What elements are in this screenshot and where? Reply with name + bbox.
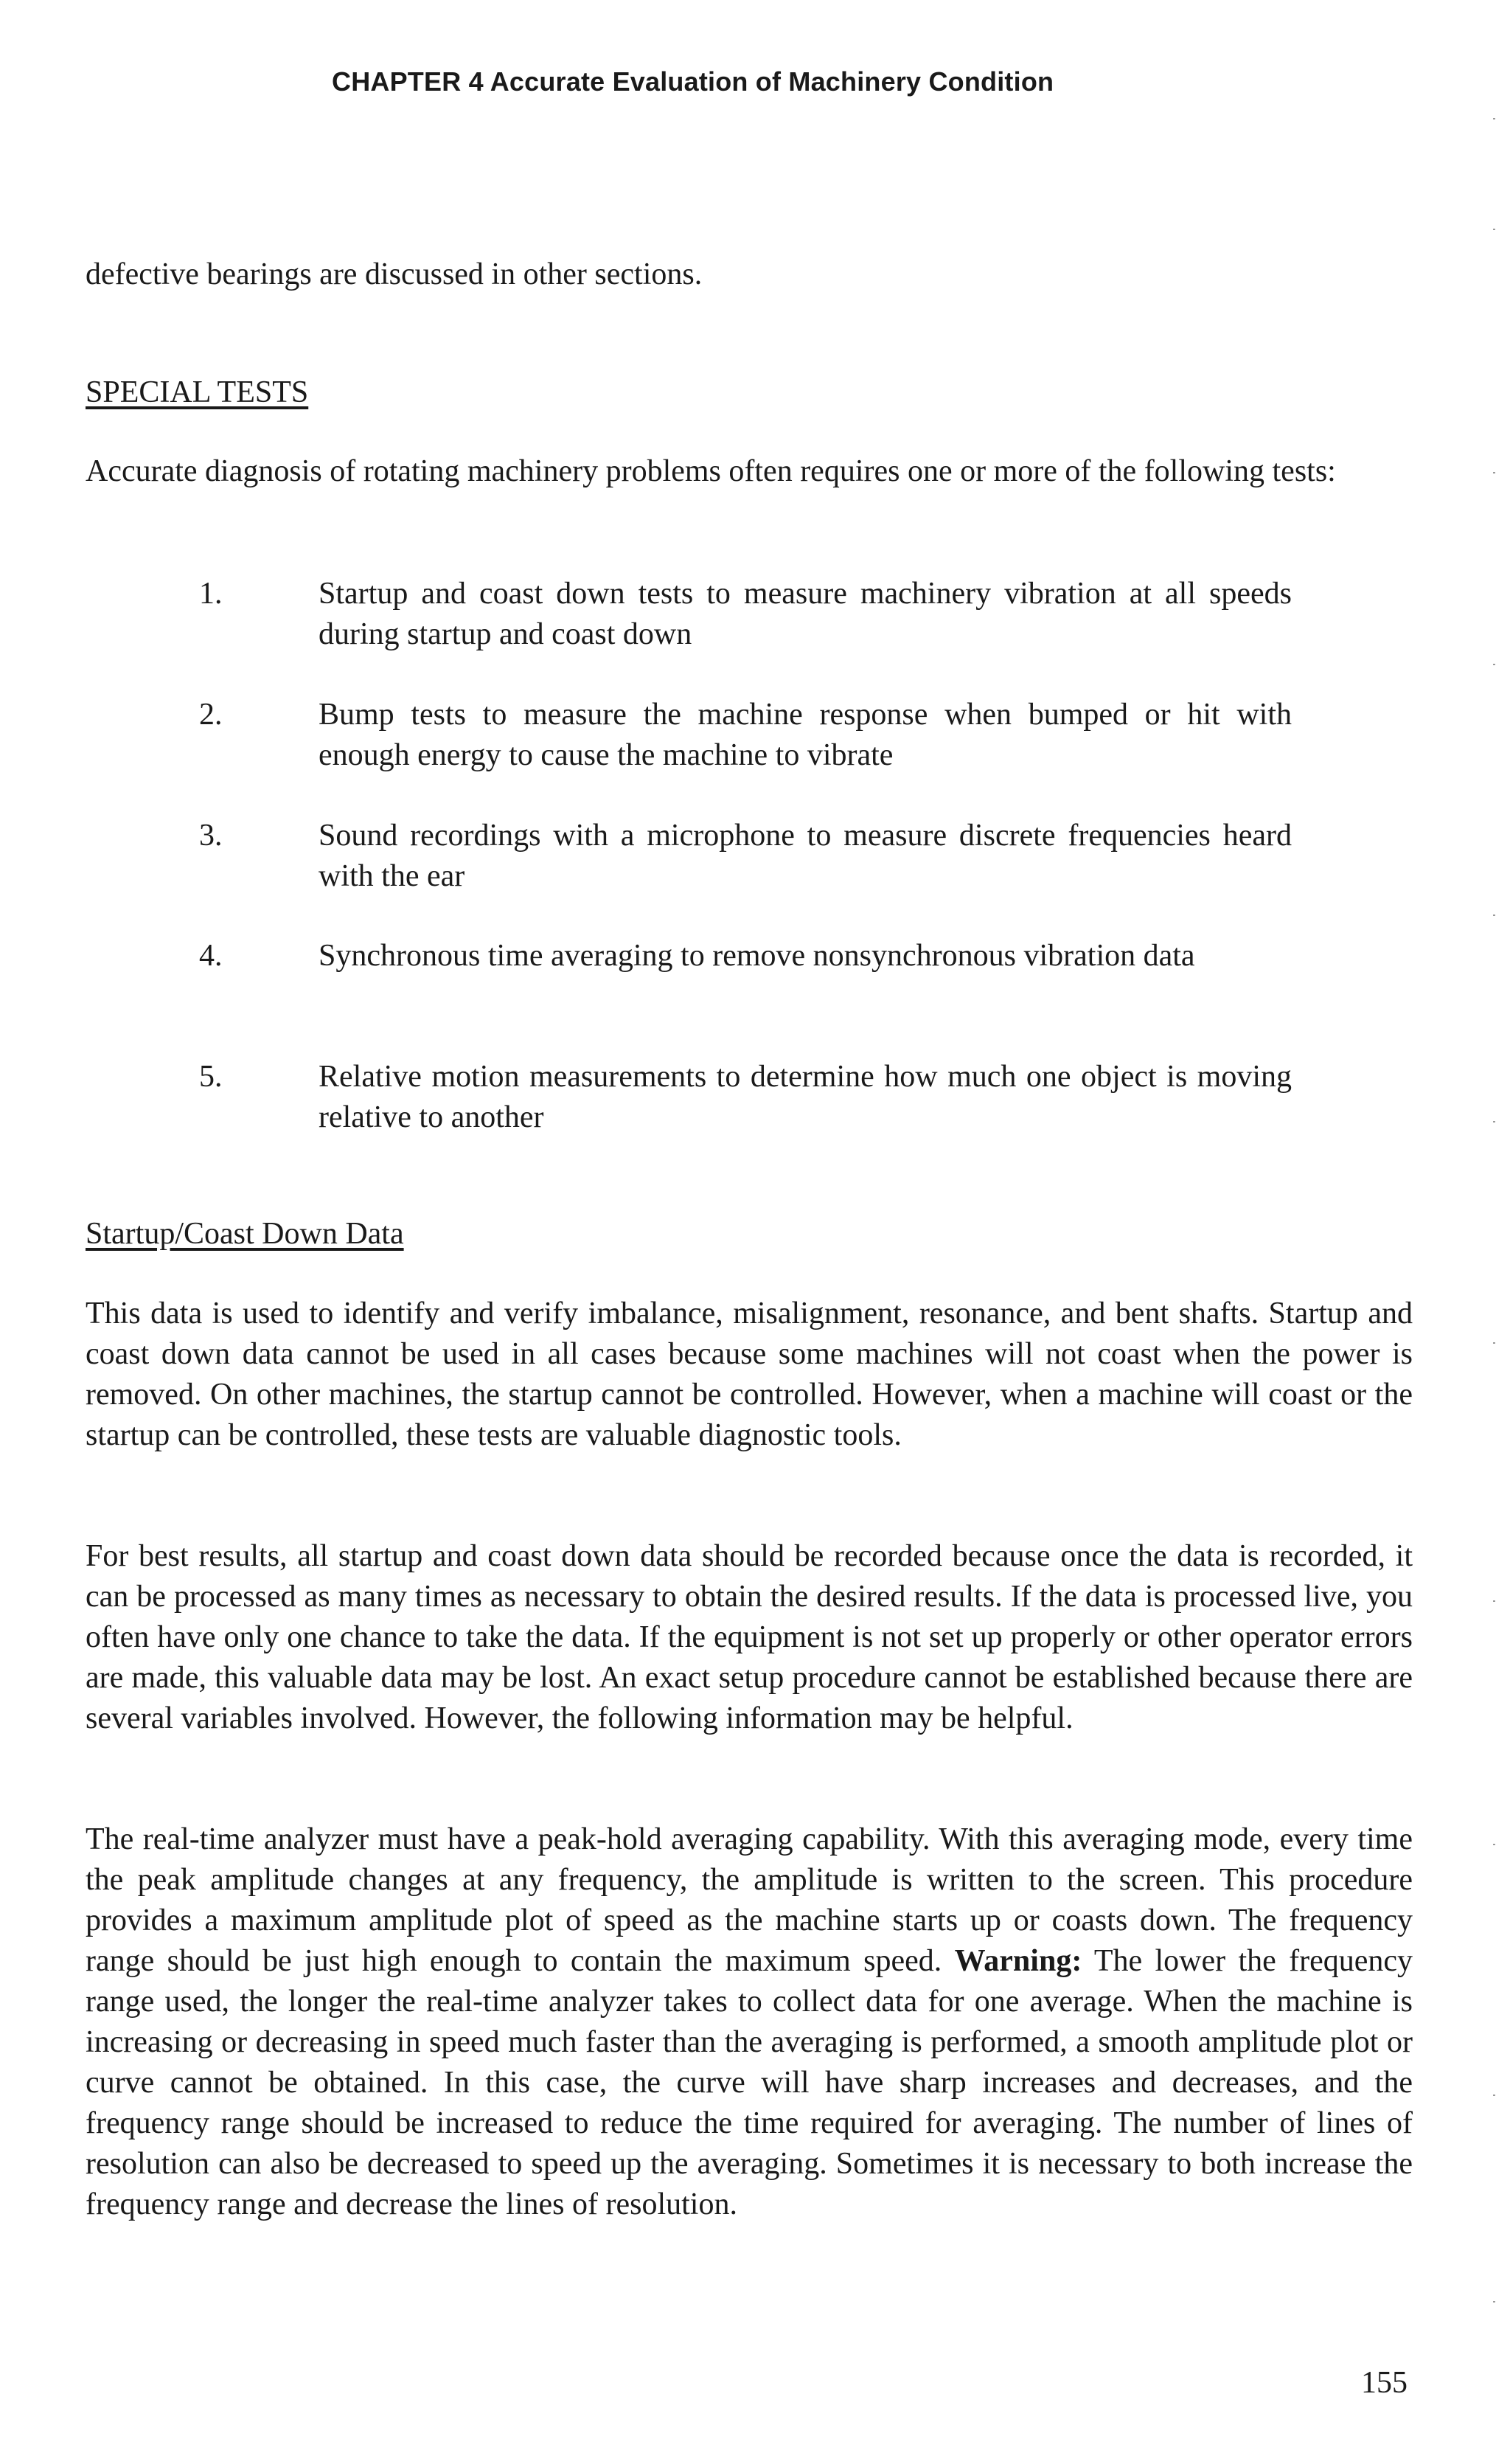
special-tests-intro: Accurate diagnosis of rotating machinery problems often requires one or more of the following tests: bbox=[86, 454, 1336, 488]
margin-tick bbox=[1493, 1121, 1495, 1122]
list-item-number: 5. bbox=[199, 1060, 223, 1094]
margin-tick bbox=[1493, 229, 1495, 230]
list-item bbox=[0, 936, 1510, 1017]
list-item bbox=[0, 695, 1510, 776]
list-item bbox=[0, 816, 1510, 897]
list-item-number: 4. bbox=[199, 939, 223, 973]
margin-tick bbox=[1493, 1844, 1495, 1845]
list-item-number: 3. bbox=[199, 819, 223, 853]
paragraph-3-part-a: The real-time analyzer must have a peak-hold averaging capability. With this averaging mode, every time the peak amplitude changes at any frequency, the amplitude is written to the screen. This procedure provides a maximum amplitude plot of speed as the machine starts up or coasts down. The frequency range should be just high enough to contain the maximum speed. bbox=[86, 1822, 1413, 1978]
margin-tick bbox=[1493, 1600, 1495, 1602]
page-number: 155 bbox=[1361, 2366, 1408, 2400]
warning-label: Warning: bbox=[954, 1944, 1082, 1978]
list-item-number: 1. bbox=[199, 577, 223, 611]
margin-tick bbox=[1493, 118, 1495, 119]
list-item bbox=[0, 574, 1510, 655]
list-item-text: Relative motion measurements to determine how much one object is moving relative to another bbox=[319, 1060, 1292, 1134]
list-item-text: Sound recordings with a microphone to measure discrete frequencies heard with the ear bbox=[319, 819, 1292, 893]
startup-paragraph-3 bbox=[86, 1819, 1413, 2225]
margin-tick bbox=[1493, 664, 1495, 665]
list-item-number: 2. bbox=[199, 698, 223, 732]
startup-coast-down-heading: Startup/Coast Down Data bbox=[86, 1217, 404, 1251]
intro-text: defective bearings are discussed in other sections. bbox=[86, 257, 703, 291]
list-item-text: Startup and coast down tests to measure machinery vibration at all speeds during startup and coast down bbox=[319, 577, 1292, 651]
margin-tick bbox=[1493, 2095, 1495, 2096]
scan-margin-marks bbox=[1489, 89, 1495, 2375]
startup-paragraph-2: For best results, all startup and coast down data should be recorded because once the data is recorded, it can be processed as many times as necessary to obtain the desired results. If the data is processed live, you often have only one chance to take the data. If the equipment is not set up properly or other operator errors are made, this valuable data may be lost. An exact setup procedure cannot be established because there are several variables involved. However, the following information may be helpful. bbox=[86, 1539, 1413, 1735]
margin-tick bbox=[1493, 472, 1495, 473]
margin-tick bbox=[1493, 2301, 1495, 2302]
list-item-text: Bump tests to measure the machine response when bumped or hit with enough energy to cause the machine to vibrate bbox=[319, 698, 1292, 772]
chapter-header: CHAPTER 4 Accurate Evaluation of Machinery Condition bbox=[332, 66, 1054, 97]
list-item bbox=[0, 1057, 1510, 1138]
list-item-text: Synchronous time averaging to remove nonsynchronous vibration data bbox=[319, 939, 1195, 973]
paragraph-3-part-b: The lower the frequency range used, the longer the real-time analyzer takes to collect data for one average. When the machine is increasing or decreasing in speed much faster than the averaging is performed, a smooth amplitude plot or curve cannot be obtained. In this case, the curve will have sharp increases and decreases, and the frequency range should be increased to reduce the time required for averaging. The number of lines of resolution can also be decreased to speed up the averaging. Sometimes it is necessary to both increase the frequency range and decrease the lines of resolution. bbox=[86, 1944, 1413, 2221]
startup-paragraph-1: This data is used to identify and verify imbalance, misalignment, resonance, and bent shafts. Startup and coast down data cannot be used in all cases because some machines will not coast when the power is removed. On other machines, the startup cannot be controlled. However, when a machine will coast or the startup can be controlled, these tests are valuable diagnostic tools. bbox=[86, 1297, 1413, 1452]
special-tests-heading: SPECIAL TESTS bbox=[86, 375, 309, 409]
margin-tick bbox=[1493, 915, 1495, 916]
margin-tick bbox=[1493, 1342, 1495, 1344]
